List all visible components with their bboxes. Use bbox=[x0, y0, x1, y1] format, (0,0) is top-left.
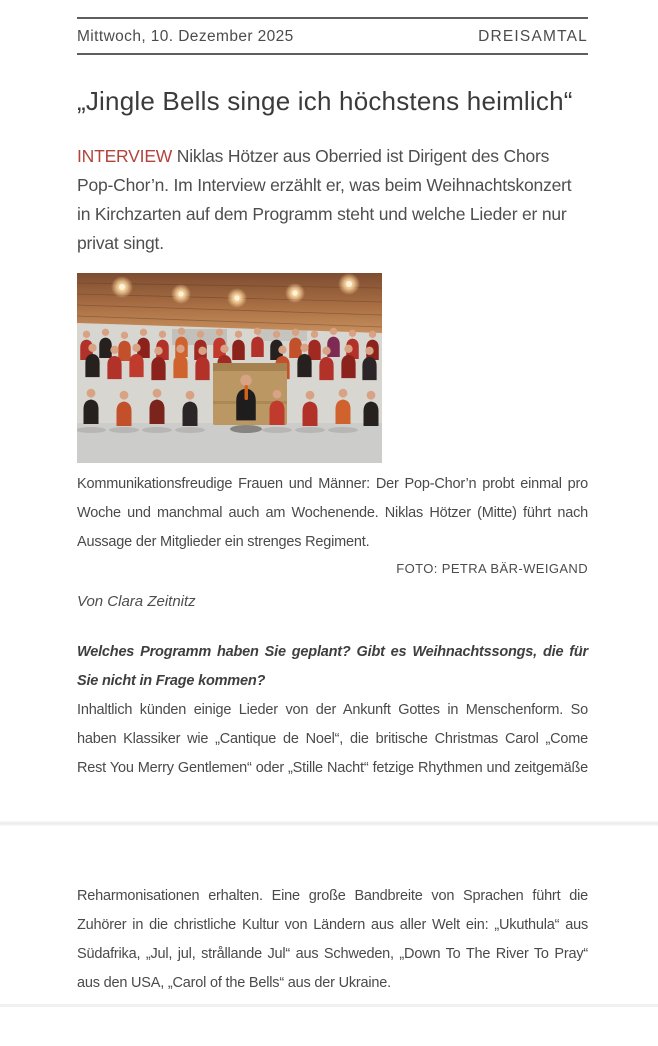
header-row bbox=[77, 19, 588, 53]
page-header bbox=[77, 17, 588, 55]
kicker-label: INTERVIEW bbox=[77, 146, 173, 166]
date-label: Mittwoch, 10. Dezember 2025 bbox=[77, 28, 294, 45]
photo-credit: FOTO: PETRA BÄR-WEIGAND bbox=[396, 561, 588, 576]
header-rule-bottom bbox=[77, 53, 588, 55]
lead-text: Niklas Hötzer aus Oberried ist Dirigent des Chors Pop-Chor’n. Im Interview erzählt er, was beim Weihnachtskonzert in Kirchzarten auf dem Programm steht und welche Lieder er nur privat singt. bbox=[77, 146, 572, 253]
choir-photo bbox=[77, 273, 382, 463]
page-break-divider bbox=[0, 821, 658, 826]
interview-question: Welches Programm haben Sie geplant? Gibt es Weihnachtssongs, die für Sie nicht in Frage kommen? bbox=[77, 644, 588, 689]
article-figure bbox=[77, 273, 588, 576]
article-headline: „Jingle Bells singe ich höchstens heimlich“ bbox=[77, 86, 573, 116]
lead-paragraph bbox=[77, 142, 588, 258]
byline: Von Clara Zeitnitz bbox=[77, 593, 196, 610]
bottom-page-rule bbox=[0, 1004, 658, 1007]
photo-caption: Kommunikationsfreudige Frauen und Männer: Der Pop-Chor’n probt einmal pro Woche und manchmal auch am Wochenende. Niklas Hötzer (Mitte) führt nach Aussage der Mitglieder ein strenges Regiment. bbox=[77, 476, 588, 550]
answer-paragraph-1: Inhaltlich künden einige Lieder von der Ankunft Gottes in Menschenform. So haben Klassiker wie „Cantique de Noel“, die britische Christmas Carol „Come Rest You Merry Gentlemen“ oder „Stille Nacht“ fetzige Rhythmen und zeitgemäße bbox=[77, 702, 588, 776]
choir-photo-graphic bbox=[77, 273, 382, 463]
answer-paragraph-2: Reharmonisationen erhalten. Eine große Bandbreite von Sprachen führt die Zuhörer in die christliche Kultur von Ländern aus aller Welt ein: „Ukuthula“ aus Südafrika, „Jul, jul, strållande Jul“ aus Schweden, „Down To The River To Pray“ aus den USA, „Carol of the Bells“ aus der Ukraine. bbox=[77, 888, 588, 991]
section-label: DREISAMTAL bbox=[478, 28, 588, 45]
